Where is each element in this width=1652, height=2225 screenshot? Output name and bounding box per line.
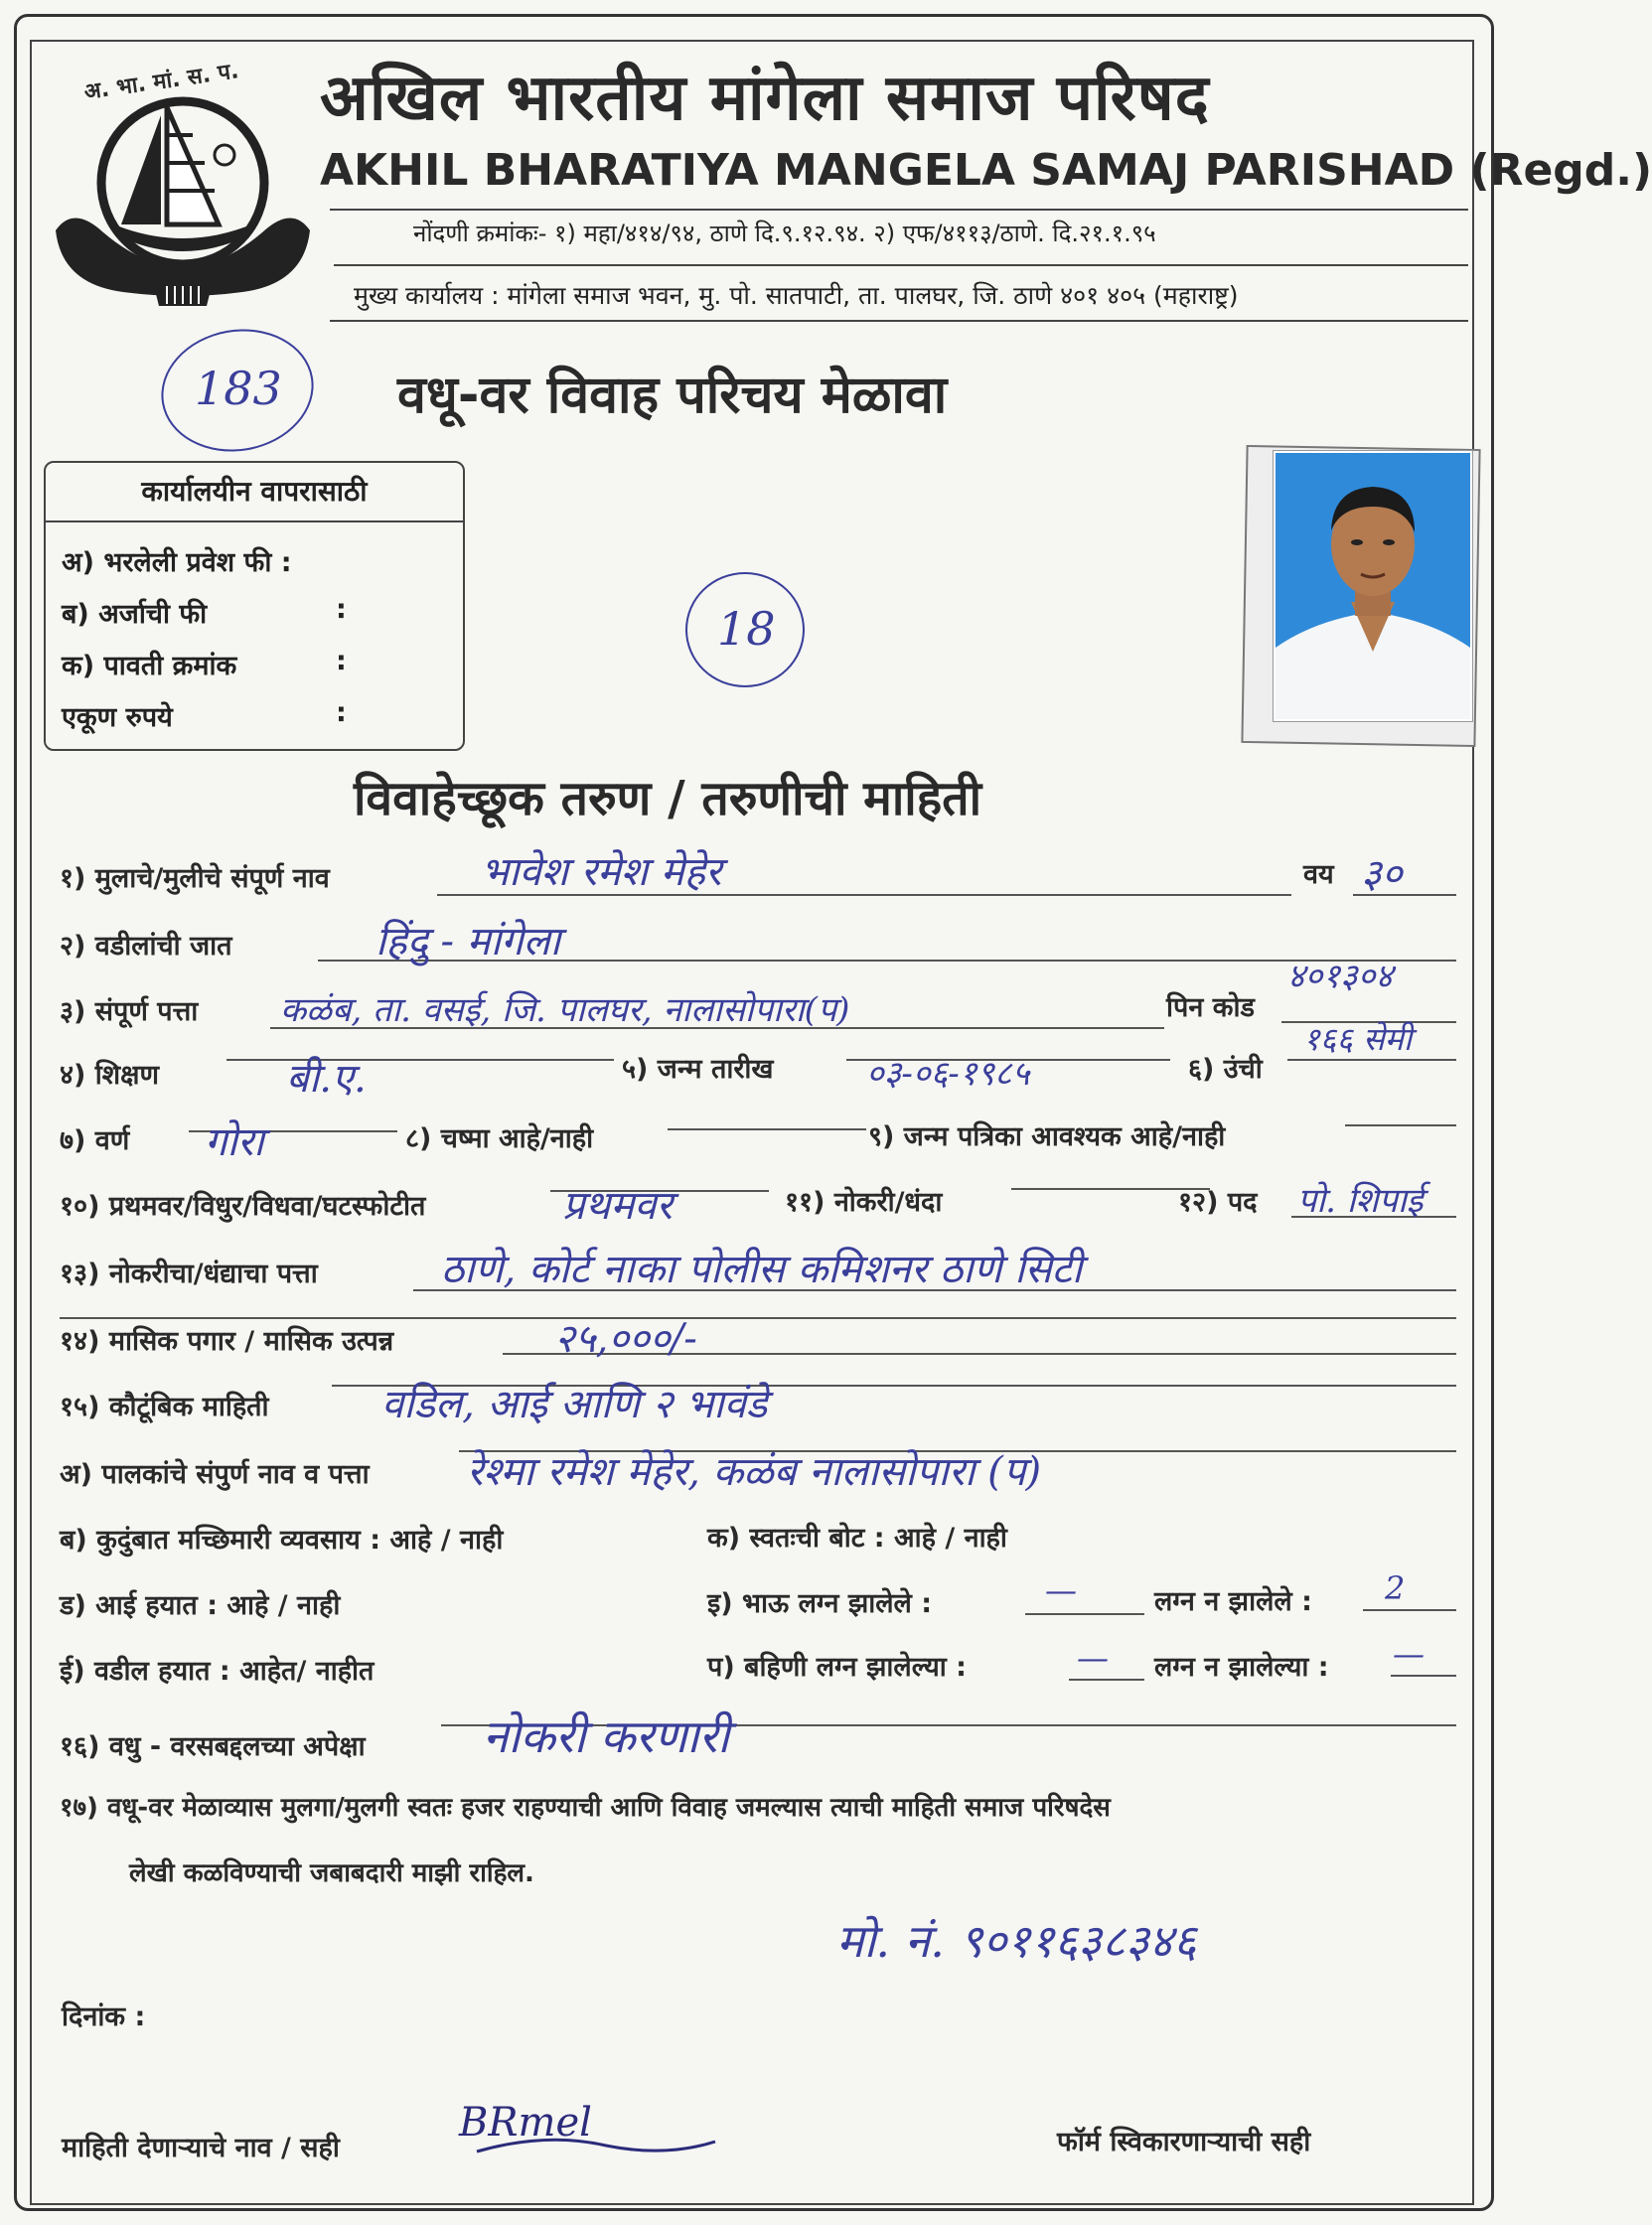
head-office-address: मुख्य कार्यालय : मांगेला समाज भवन, मु. पो. सातपाटी, ता. पालघर, जि. ठाणे ४०१ ४०५ (महाराष्ट्र): [354, 281, 1239, 310]
office-use-heading: कार्यालयीन वापरासाठी: [46, 463, 463, 522]
brothers-married-value: —: [1045, 1571, 1077, 1609]
spectacles-label: ८) चष्मा आहे/नाही: [405, 1123, 594, 1154]
occupation-label: ११) नोकरी/धंदा: [785, 1187, 943, 1218]
sisters-married-line: [1069, 1679, 1144, 1681]
education-value: बी.ए.: [286, 1056, 367, 1102]
work-address-value: ठाणे, कोर्ट नाका पोलीस कमिशनर ठाणे सिटी: [441, 1247, 1083, 1292]
post-label: १२) पद: [1178, 1187, 1258, 1218]
receipt-number-label: क) पावती क्रमांक: [62, 651, 237, 681]
section-title: विवाहेच्छूक तरुण / तरुणीची माहिती: [354, 771, 982, 826]
full-name-value: भावेश रमेश मेहेर: [481, 849, 722, 895]
pincode-label: पिन कोड: [1166, 992, 1255, 1023]
monthly-income-label: १४) मासिक पगार / मासिक उत्पन्न: [60, 1326, 394, 1357]
brothers-married-line: [1025, 1613, 1144, 1615]
declaration-line-1: १७) वधू-वर मेळाव्यास मुलगा/मुलगी स्वतः हजर राहण्याची आणि विवाह जमल्यास त्याची माहिती समाज परिषदेस: [60, 1793, 1111, 1823]
complexion-value: गोरा: [205, 1119, 264, 1165]
divider: [334, 264, 1468, 266]
father-alive-label: ई) वडील हयात : आहेत/ नाहीत: [60, 1656, 375, 1687]
registration-number: नोंदणी क्रमांकः- १) महा/४१४/९४, ठाणे दि.९.१२.९४. २) एफ/४११३/ठाणे. दि.२१.१.९५: [413, 220, 1156, 247]
work-address-line-2: [60, 1317, 1456, 1319]
sisters-unmarried-value: —: [1393, 1635, 1425, 1673]
divider: [330, 209, 1468, 211]
age-label: वय: [1303, 859, 1334, 890]
person-photo-icon: [1276, 453, 1470, 719]
marital-status-label: १०) प्रथमवर/विधुर/विधवा/घटस्फोटीत: [60, 1191, 426, 1222]
signature-flourish-icon: [467, 2122, 725, 2161]
sisters-unmarried-line: [1391, 1675, 1456, 1677]
own-boat-label: क) स्वतःची बोट : आहे / नाही: [707, 1523, 1007, 1554]
height-label: ६) उंची: [1188, 1054, 1263, 1085]
horoscope-line: [1345, 1124, 1456, 1126]
mobile-number: मो. नं. ९०११६३८३४६: [836, 1914, 1197, 1968]
height-value: १६६ सेमी: [1303, 1020, 1413, 1058]
birth-date-label: ५) जन्म तारीख: [622, 1054, 774, 1085]
brothers-married-label: इ) भाऊ लग्न झालेले :: [707, 1588, 933, 1619]
full-name-label: १) मुलाचे/मुलीचे संपूर्ण नाव: [60, 863, 330, 894]
horoscope-label: ९) जन्म पत्रिका आवश्यक आहे/नाही: [868, 1121, 1226, 1152]
work-address-label: १३) नोकरीचा/धंद्याचा पत्ता: [60, 1259, 318, 1289]
colon: :: [336, 594, 347, 625]
parent-details-value: रेश्मा रमेश मेहेर, कळंब नालासोपारा (प): [467, 1449, 1042, 1495]
application-fee-label: ब) अर्जाची फी: [62, 599, 208, 630]
complexion-label: ७) वर्ण: [60, 1125, 130, 1156]
sisters-married-label: प) बहिणी लग्न झालेल्या :: [707, 1652, 967, 1683]
pincode-value: ४०१३०४: [1287, 957, 1394, 996]
education-label: ४) शिक्षण: [60, 1060, 160, 1091]
divider: [330, 320, 1468, 322]
organization-title-english: AKHIL BHARATIYA MANGELA SAMAJ PARISHAD (Regd.): [320, 145, 1652, 196]
family-info-label: १५) कौटूंबिक माहिती: [60, 1392, 269, 1422]
colon: :: [336, 697, 347, 728]
age-value: ३०: [1361, 851, 1403, 897]
post-value: पो. शिपाई: [1297, 1181, 1424, 1221]
partner-expectations-label: १६) वधु - वरसबद्दलच्या अपेक्षा: [60, 1731, 366, 1762]
address-value: कळंब, ता. वसई, जि. पालघर, नालासोपारा(प): [280, 990, 850, 1030]
family-info-value: वडिल, आई आणि २ भावंडे: [381, 1382, 768, 1427]
address-label: ३) संपूर्ण पत्ता: [60, 996, 199, 1027]
serial-number: 183: [195, 362, 282, 415]
organization-title-marathi: अखिल भारतीय मांगेला समाज परिषद: [320, 62, 1210, 135]
form-acceptor-signature-label: फॉर्म स्विकारणाऱ्याची सही: [1057, 2127, 1311, 2157]
event-title: वधू-वर विवाह परिचय मेळावा: [397, 366, 948, 425]
total-amount-label: एकूण रुपये: [62, 702, 173, 733]
date-label: दिनांक :: [62, 2002, 146, 2032]
parent-details-label: अ) पालकांचे संपुर्ण नाव व पत्ता: [60, 1459, 370, 1490]
colon: :: [336, 646, 347, 676]
entry-fee-label: अ) भरलेली प्रवेश फी :: [62, 547, 292, 578]
brothers-unmarried-line: [1363, 1609, 1456, 1611]
declaration-line-2: लेखी कळविण्याची जबाबदारी माझी राहिल.: [129, 1858, 534, 1888]
marital-status-value: प्रथमवर: [562, 1183, 673, 1229]
caste-value: हिंदु - मांगेला: [375, 919, 561, 964]
applicant-photo: [1274, 451, 1472, 721]
partner-expectations-value: नोकरी करणारी: [483, 1709, 730, 1763]
caste-label: २) वडीलांची जात: [60, 931, 232, 962]
sisters-unmarried-label: लग्न न झालेल्या :: [1154, 1652, 1329, 1683]
sisters-married-value: —: [1077, 1639, 1109, 1677]
mother-alive-label: ड) आई हयात : आहे / नाही: [60, 1590, 341, 1621]
fishing-business-label: ब) कुदुंबात मच्छिमारी व्यवसाय : आहे / नाही: [60, 1525, 504, 1556]
monthly-income-value: २५,०००/-: [554, 1316, 697, 1362]
brothers-unmarried-label: लग्न न झालेले :: [1154, 1586, 1312, 1617]
informant-signature: BRmel: [459, 2100, 592, 2146]
logo-text: अ. भा. मां. स. प.: [82, 59, 240, 105]
handwritten-number: 18: [717, 602, 776, 656]
birth-date-value: ०३-०६-१९८५: [866, 1054, 1030, 1094]
office-use-box: [44, 461, 465, 751]
informant-name-signature-label: माहिती देणाऱ्याचे नाव / सही: [62, 2133, 340, 2163]
brothers-unmarried-value: 2: [1385, 1569, 1406, 1607]
spectacles-line: [668, 1128, 866, 1130]
education-line: [226, 1059, 614, 1061]
